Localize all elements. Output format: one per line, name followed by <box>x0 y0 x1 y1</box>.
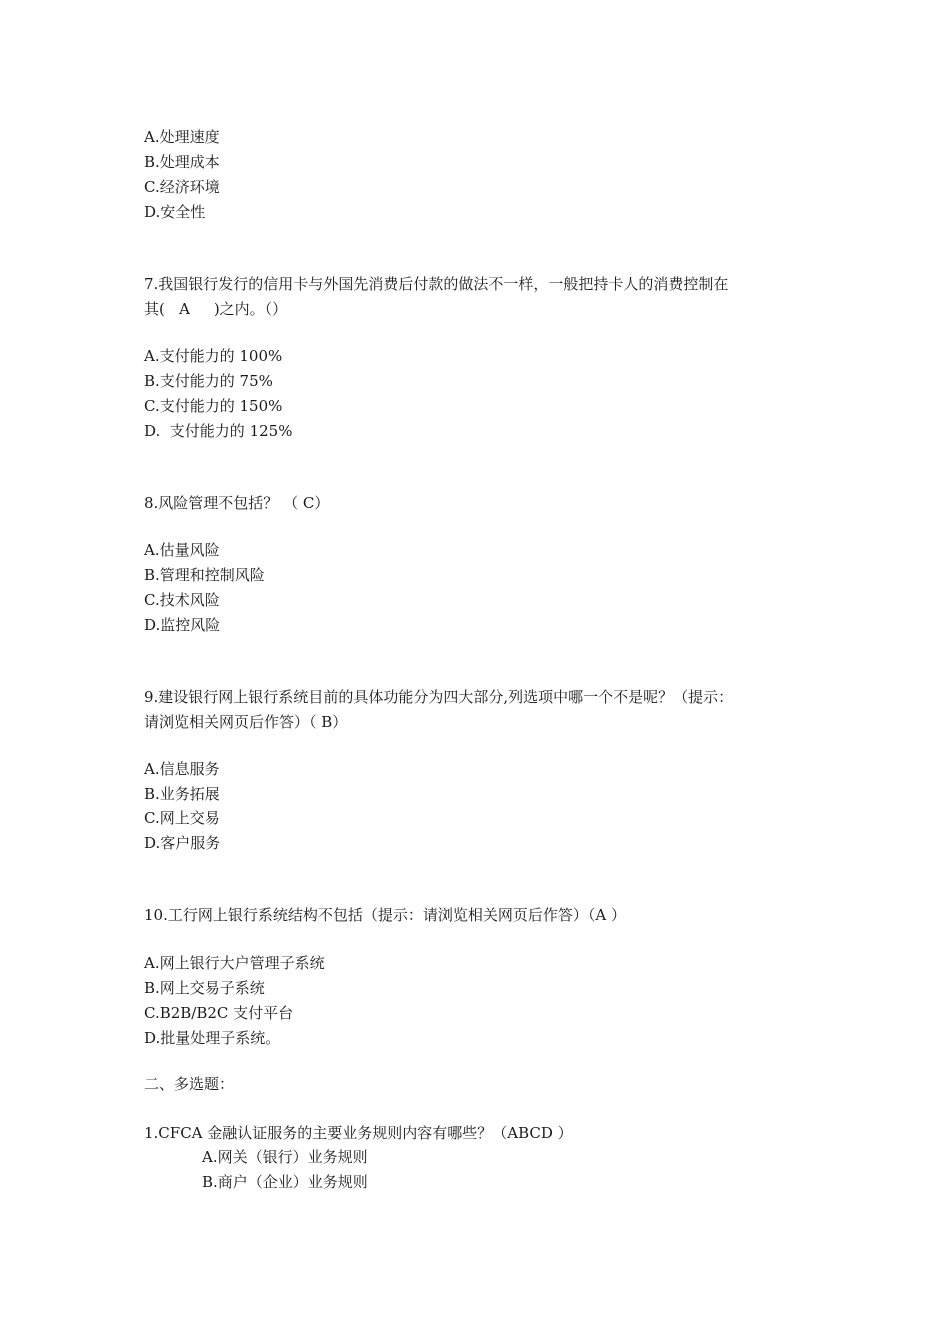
q8-option-a: A.估量风险 <box>144 541 220 559</box>
q7-stem-line1: 7.我国银行发行的信用卡与外国先消费后付款的做法不一样，一般把持卡人的消费控制在 <box>144 275 729 293</box>
q7-option-c: C.支付能力的 150% <box>144 397 283 415</box>
q8-option-b: B.管理和控制风险 <box>144 566 265 584</box>
q6-option-d: D.安全性 <box>144 203 206 221</box>
q8-option-c: C.技术风险 <box>144 591 220 609</box>
mq1-stem: 1.CFCA 金融认证服务的主要业务规则内容有哪些？（ABCD ） <box>144 1124 573 1142</box>
q8-option-d: D.监控风险 <box>144 616 221 634</box>
section-heading-multiple-choice: 二、多选题： <box>144 1075 235 1093</box>
q9-option-b: B.业务拓展 <box>144 785 220 803</box>
q10-option-c: C.B2B/B2C 支付平台 <box>144 1004 294 1022</box>
q7-option-d: D. 支付能力的 125% <box>144 422 293 440</box>
q9-option-d: D.客户服务 <box>144 834 221 852</box>
q9-stem-line2: 请浏览相关网页后作答）（ B） <box>144 713 348 731</box>
mq1-option-b: B.商户（企业）业务规则 <box>202 1173 368 1191</box>
q6-option-a: A.处理速度 <box>144 128 220 146</box>
q6-option-b: B.处理成本 <box>144 153 220 171</box>
q9-option-a: A.信息服务 <box>144 760 220 778</box>
q10-option-a: A.网上银行大户管理子系统 <box>144 954 325 972</box>
q10-stem: 10.工行网上银行系统结构不包括（提示：请浏览相关网页后作答）（A ） <box>144 906 626 924</box>
q10-option-b: B.网上交易子系统 <box>144 979 265 997</box>
q9-stem-line1: 9.建设银行网上银行系统目前的具体功能分为四大部分,列选项中哪一个不是呢？（提示： <box>144 688 734 706</box>
q8-stem: 8.风险管理不包括？ （ C） <box>144 494 330 512</box>
q7-stem-line2: 其( A )之内。（） <box>144 300 288 318</box>
q6-option-c: C.经济环境 <box>144 178 220 196</box>
q7-option-b: B.支付能力的 75% <box>144 372 273 390</box>
q10-option-d: D.批量处理子系统。 <box>144 1029 281 1047</box>
q9-option-c: C.网上交易 <box>144 809 220 827</box>
q7-option-a: A.支付能力的 100% <box>144 347 283 365</box>
mq1-option-a: A.网关（银行）业务规则 <box>202 1148 368 1166</box>
